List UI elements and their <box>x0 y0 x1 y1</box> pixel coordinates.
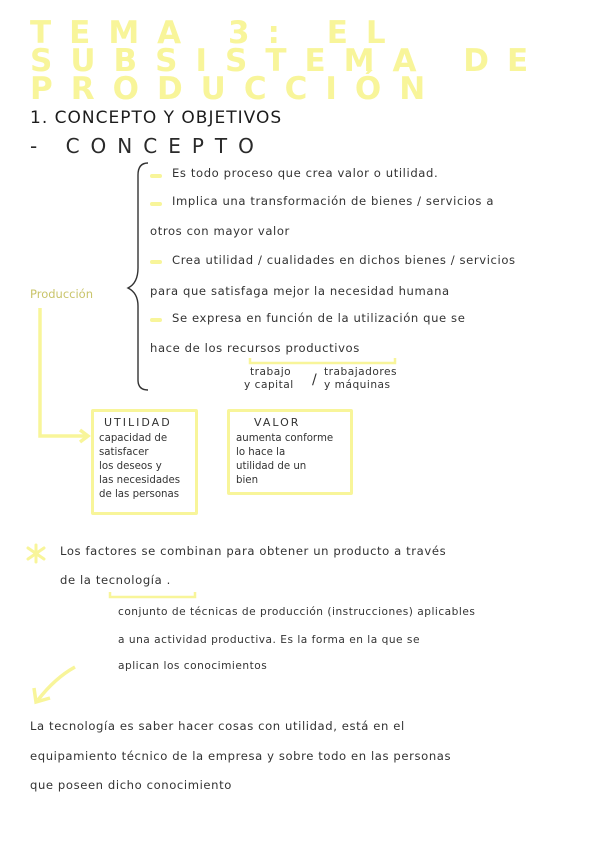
resource-left-line-2: y capital <box>244 379 294 391</box>
resource-left-line-1: trabajo <box>250 366 292 378</box>
utilidad-line: satisfacer <box>99 447 149 458</box>
point-4-line-2: hace de los recursos productivos <box>150 341 360 355</box>
utilidad-line: las necesidades <box>99 475 181 486</box>
dash-bullet <box>150 174 162 178</box>
arrow-down-right-icon <box>40 308 86 436</box>
underline-tecnologia <box>110 592 195 597</box>
subheading-concepto: - CONCEPTO <box>30 134 265 158</box>
utilidad-title: UTILIDAD <box>104 416 172 429</box>
valor-line: aumenta conforme <box>236 433 334 444</box>
point-1-line-1: Es todo proceso que crea valor o utilidad. <box>172 166 439 180</box>
underline-recursos <box>250 358 395 363</box>
factors-suffix: . <box>166 573 171 587</box>
resource-separator: / <box>312 372 318 388</box>
valor-line: bien <box>236 475 259 486</box>
brace-icon <box>128 163 148 390</box>
tech-definition-line-2: a una actividad productiva. Es la forma en la que se <box>118 634 420 646</box>
valor-line: utilidad de un <box>236 461 307 472</box>
tech-summary-line-2: equipamiento técnico de la empresa y sobre todo en las personas <box>30 749 452 763</box>
resource-right-line-1: trabajadores <box>324 366 398 378</box>
utilidad-line: capacidad de <box>99 433 168 444</box>
title-line-2: SUBSISTEMA DE <box>30 43 547 79</box>
produccion-label: Producción <box>30 287 93 301</box>
utilidad-line: de las personas <box>99 489 180 500</box>
point-3-line-2: para que satisfaga mejor la necesidad humana <box>150 284 450 298</box>
tech-definition-line-1: conjunto de técnicas de producción (instrucciones) aplicables <box>118 606 476 618</box>
curved-arrow-icon <box>38 667 75 700</box>
valor-line: lo hace la <box>236 447 286 458</box>
factors-prefix: de la <box>60 573 92 587</box>
dash-bullet <box>150 260 162 264</box>
asterisk-icon <box>28 545 44 562</box>
title-line-3: PRODUCCIÓN <box>30 71 444 107</box>
valor-box <box>227 409 353 495</box>
tecnologia-keyword: tecnología <box>95 573 163 587</box>
factors-line-1: Los factores se combinan para obtener un producto a través <box>60 544 447 558</box>
utilidad-line: los deseos y <box>99 461 162 472</box>
tech-definition-line-3: aplican los conocimientos <box>118 660 268 672</box>
section-heading: 1. CONCEPTO Y OBJETIVOS <box>30 108 283 128</box>
dash-bullet <box>150 318 162 322</box>
resource-right-line-2: y máquinas <box>324 379 391 391</box>
point-4-line-1: Se expresa en función de la utilización que se <box>172 311 466 325</box>
point-3-line-1: Crea utilidad / cualidades en dichos bienes / servicios <box>172 253 516 267</box>
tech-summary-line-1: La tecnología es saber hacer cosas con utilidad, está en el <box>30 719 405 733</box>
tech-summary-line-3: que poseen dicho conocimiento <box>30 778 232 792</box>
point-2-line-1: Implica una transformación de bienes / servicios a <box>172 194 495 208</box>
dash-bullet <box>150 202 162 206</box>
factors-line-2 <box>60 573 171 587</box>
utilidad-box <box>91 409 198 515</box>
valor-title: VALOR <box>254 416 301 429</box>
title-line-1: TEMA 3: EL <box>30 15 404 51</box>
point-2-line-2: otros con mayor valor <box>150 224 290 238</box>
